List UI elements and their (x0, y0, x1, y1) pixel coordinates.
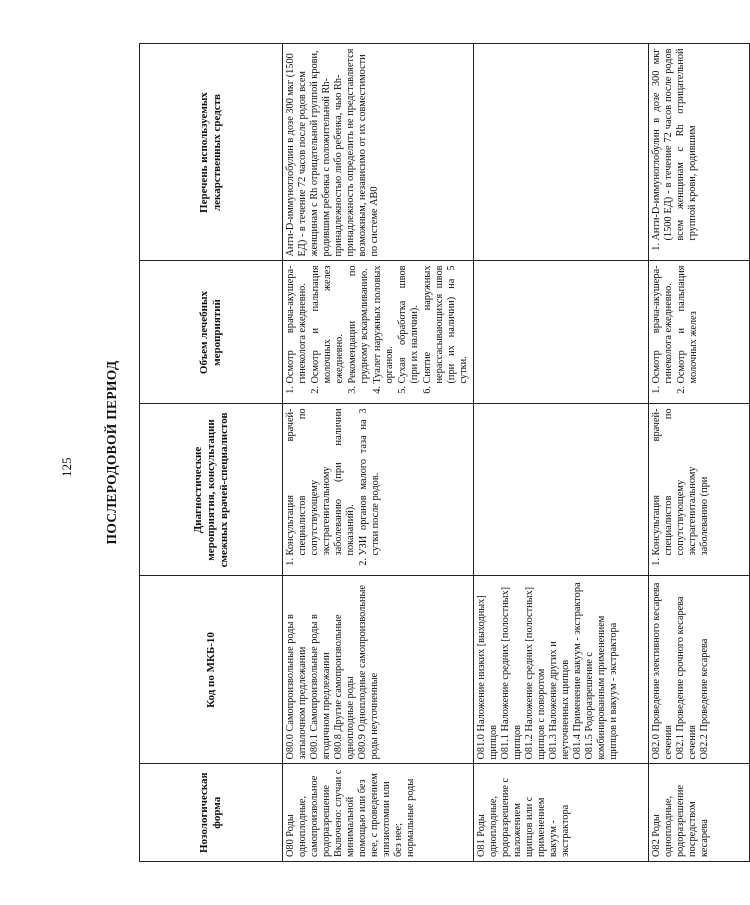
cell-treatment (474, 261, 649, 404)
cell-diagnostics (283, 404, 474, 576)
code-line: О81.4 Применение вакуум - экстрактора (572, 582, 583, 760)
header-icd10-code: Код по МКБ-10 (140, 576, 283, 764)
cell-form: О82 Роды одноплодные, родоразрешение посредством кесарева (649, 764, 750, 862)
code-line: О80.1 Самопроизвольные роды в ягодичном предлежании (309, 614, 332, 760)
list-item: 2. УЗИ органов малого таза на 3 сутки после родов. (358, 409, 382, 556)
list-item: 6. Снятие наружных нерассасывающихся швов (при их наличии) на 5 сутки. (422, 266, 470, 384)
section-title: ПОСЛЕРОДОВОЙ ПЕРИОД (104, 360, 119, 545)
code-line: О81.0 Наложение низких [выходных] щипцов (476, 595, 499, 760)
cell-diagnostics (474, 404, 649, 576)
list-item: 1. Консультация врачей-специалистов по сопутствующему экстрагенитальному заболеванию (при наличии показаний). (285, 409, 357, 556)
cell-drugs (474, 44, 649, 261)
code-line: О80.0 Самопроизвольные роды в затылочном предлежании (285, 614, 308, 760)
cell-codes (474, 576, 649, 764)
list-item: 1. Анти-D-иммуноглобулин в дозе 300 мкг (1500 ЕД) - в течение 72 часов после родов всем женщинам с Rh отрицательной группой крови, родившим (651, 49, 699, 241)
treatment-protocol-table (139, 44, 750, 863)
code-line: О81.1 Наложение средних [полостных] щипцов (500, 586, 523, 760)
table-row-o80 (283, 44, 474, 862)
cell-codes (283, 576, 474, 764)
list-item: 2. Осмотр и пальпация молочных желез ежедневно. (310, 266, 346, 384)
code-line: О81.5 Родоразрешение с комбинированным применением щипцов и вакуум - экстрактора (584, 615, 619, 760)
cell-drugs (649, 44, 750, 261)
list-item: 2. Осмотр и пальпация молочных желез (676, 266, 700, 384)
cell-codes (649, 576, 750, 764)
code-line: О80.8 Другие самопроизвольные одноплодные роды (333, 614, 356, 760)
list-item: 5. Сухая обработка швов (при их наличии). (397, 266, 421, 384)
code-line: О81.2 Наложение средних [полостных] щипцов с поворотом (524, 586, 547, 760)
cell-form: О81 Роды одноплодные, родоразрешение с наложением щипцов или с применением вакуум - экстрактора (474, 764, 649, 862)
table-row-o82 (649, 44, 750, 862)
cell-form: О80 Роды одноплодные, самопроизвольное родоразрешение Включено: случаи с минимальной помощью или без нее, с проведением эпизиотомии или без нее; нормальные роды (283, 764, 474, 862)
page-number: 125 (59, 457, 74, 477)
cell-treatment (283, 261, 474, 404)
code-line: О82.0 Проведение элективного кесарева сечения (651, 582, 674, 760)
header-drugs: Перечень используемых лекарственных средств (140, 44, 283, 261)
code-line: О82.2 Проведение кесарева (699, 638, 710, 760)
cell-drugs: Анти-D-иммуноглобулин в дозе 300 мкг (1500 ЕД) - в течение 72 часов после родов всем женщинам с Rh отрицательной группой крови, родившим ребенка с положительной Rh-принадлежностью либо ребенка, чью Rh-принадлежность определить не представляется возможным, независимо от их совместимости по системе АВ0 (283, 44, 474, 261)
header-diagnostics: Диагностические мероприятия, консультации смежных врачей-специалистов (140, 404, 283, 576)
header-nosological-form: Нозологическая форма (140, 764, 283, 862)
code-line: О80.9 Одноплодные самопроизвольные роды неуточненные (357, 585, 380, 760)
code-line: О81.3 Наложение других и неуточненных щипцов (548, 641, 571, 760)
code-line: О82.1 Проведение срочного кесарева сечения (675, 596, 698, 760)
list-item: 1. Осмотр врача-акушера-гинеколога ежедневно. (651, 266, 675, 384)
header-treatment: Объем лечебных мероприятий (140, 261, 283, 404)
list-item: 4. Туалет наружных половых органов. (372, 266, 396, 384)
list-item: 1. Консультация врачей-специалистов по сопутствующему экстрагенитальному заболеванию (при (651, 409, 711, 556)
cell-treatment (649, 261, 750, 404)
list-item: 1. Осмотр врача-акушера-гинеколога ежедневно. (285, 266, 309, 384)
cell-diagnostics (649, 404, 750, 576)
table-header-row (140, 44, 283, 862)
table-row-o81 (474, 44, 649, 862)
list-item: 3. Рекомендации по грудному вскармливанию. (347, 266, 371, 384)
